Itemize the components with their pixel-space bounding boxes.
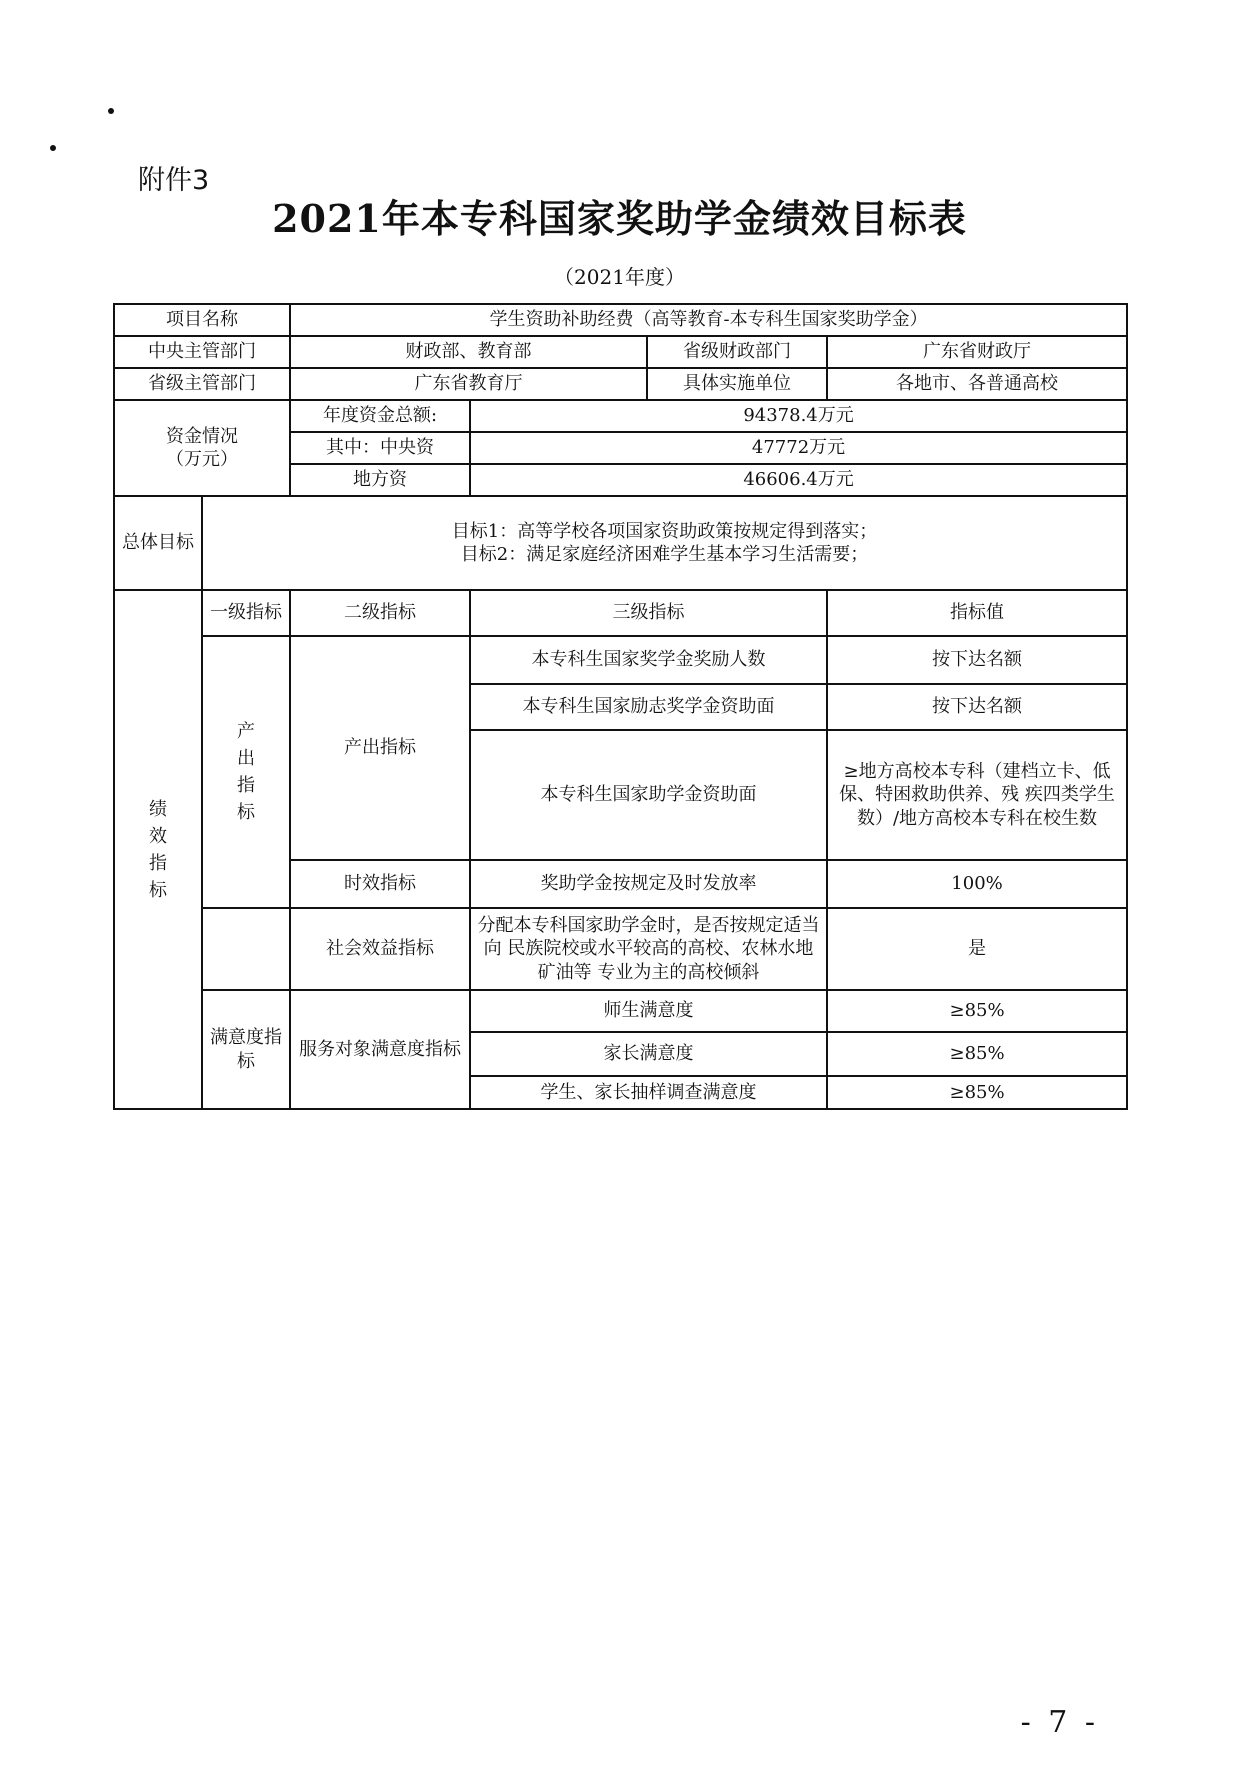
row2-level3: 本专科生国家励志奖学金资助面	[470, 684, 827, 730]
central-dept-value: 财政部、教育部	[290, 336, 647, 368]
row8-value: ≥85%	[827, 1076, 1127, 1109]
col-value-header: 指标值	[827, 590, 1127, 636]
funds-total-value: 94378.4万元	[470, 400, 1127, 432]
page-number: - 7 -	[1020, 1705, 1099, 1740]
social-level1-empty	[202, 908, 290, 990]
project-name-value: 学生资助补助经费（高等教育-本专科生国家奖助学金）	[290, 304, 1127, 336]
timeliness-level2: 时效指标	[290, 860, 470, 908]
row1-level3: 本专科生国家奖学金奖励人数	[470, 636, 827, 684]
row6-level3: 师生满意度	[470, 990, 827, 1032]
scan-mark-dot	[50, 145, 56, 151]
row7-value: ≥85%	[827, 1032, 1127, 1076]
funds-central-value: 47772万元	[470, 432, 1127, 464]
impl-unit-label: 具体实施单位	[647, 368, 827, 400]
funds-unit: （万元）	[166, 449, 238, 470]
row5-value: 是	[827, 908, 1127, 990]
row5-level3: 分配本专科国家助学金时，是否按规定适当向 民族院校或水平较高的高校、农林水地矿油等 专业为主的高校倾斜	[470, 908, 827, 990]
prov-finance-label: 省级财政部门	[647, 336, 827, 368]
output-level2: 产出指标	[290, 636, 470, 860]
document-title: 2021年本专科国家奖助学金绩效目标表	[272, 196, 967, 241]
row8-level3: 学生、家长抽样调查满意度	[470, 1076, 827, 1109]
performance-target-table	[113, 303, 1128, 1110]
row4-value: 100%	[827, 860, 1127, 908]
row4-level3: 奖助学金按规定及时发放率	[470, 860, 827, 908]
output-level1-cell	[202, 636, 290, 908]
satisfaction-level1: 满意度指标	[202, 990, 290, 1109]
social-level2: 社会效益指标	[290, 908, 470, 990]
row6-value: ≥85%	[827, 990, 1127, 1032]
central-dept-label: 中央主管部门	[114, 336, 290, 368]
prov-dept-value: 广东省教育厅	[290, 368, 647, 400]
perf-indicator-label-cell	[114, 590, 202, 1109]
funds-label: 资金情况	[166, 425, 238, 447]
row3-level3: 本专科生国家助学金资助面	[470, 730, 827, 860]
attachment-label: 附件3	[138, 165, 210, 196]
funds-label-cell	[114, 400, 290, 496]
perf-indicator-label: 绩效指标	[149, 798, 167, 901]
impl-unit-value: 各地市、各普通高校	[827, 368, 1127, 400]
col-level1-header: 一级指标	[202, 590, 290, 636]
overall-goal-content	[202, 496, 1127, 590]
scan-mark-dot	[108, 108, 114, 114]
goal-2: 目标2：满足家庭经济困难学生基本学习生活需要；	[460, 544, 869, 565]
project-name-label: 项目名称	[114, 304, 290, 336]
row3-value: ≥地方高校本专科（建档立卡、低保、特困救助供养、残 疾四类学生数）/地方高校本专科在校生数	[827, 730, 1127, 860]
prov-finance-value: 广东省财政厅	[827, 336, 1127, 368]
row7-level3: 家长满意度	[470, 1032, 827, 1076]
prov-dept-label: 省级主管部门	[114, 368, 290, 400]
goal-1: 目标1：高等学校各项国家资助政策按规定得到落实；	[451, 520, 878, 542]
row2-value: 按下达名额	[827, 684, 1127, 730]
funds-local-label: 地方资	[290, 464, 470, 496]
funds-total-label: 年度资金总额:	[290, 400, 470, 432]
funds-central-label: 其中：中央资	[290, 432, 470, 464]
output-level1: 产出指标	[237, 721, 255, 823]
document-subtitle: （2021年度）	[554, 265, 685, 289]
overall-goal-label: 总体目标	[114, 496, 202, 590]
funds-local-value: 46606.4万元	[470, 464, 1127, 496]
row1-value: 按下达名额	[827, 636, 1127, 684]
satisfaction-level2: 服务对象满意度指标	[290, 990, 470, 1109]
col-level2-header: 二级指标	[290, 590, 470, 636]
col-level3-header: 三级指标	[470, 590, 827, 636]
